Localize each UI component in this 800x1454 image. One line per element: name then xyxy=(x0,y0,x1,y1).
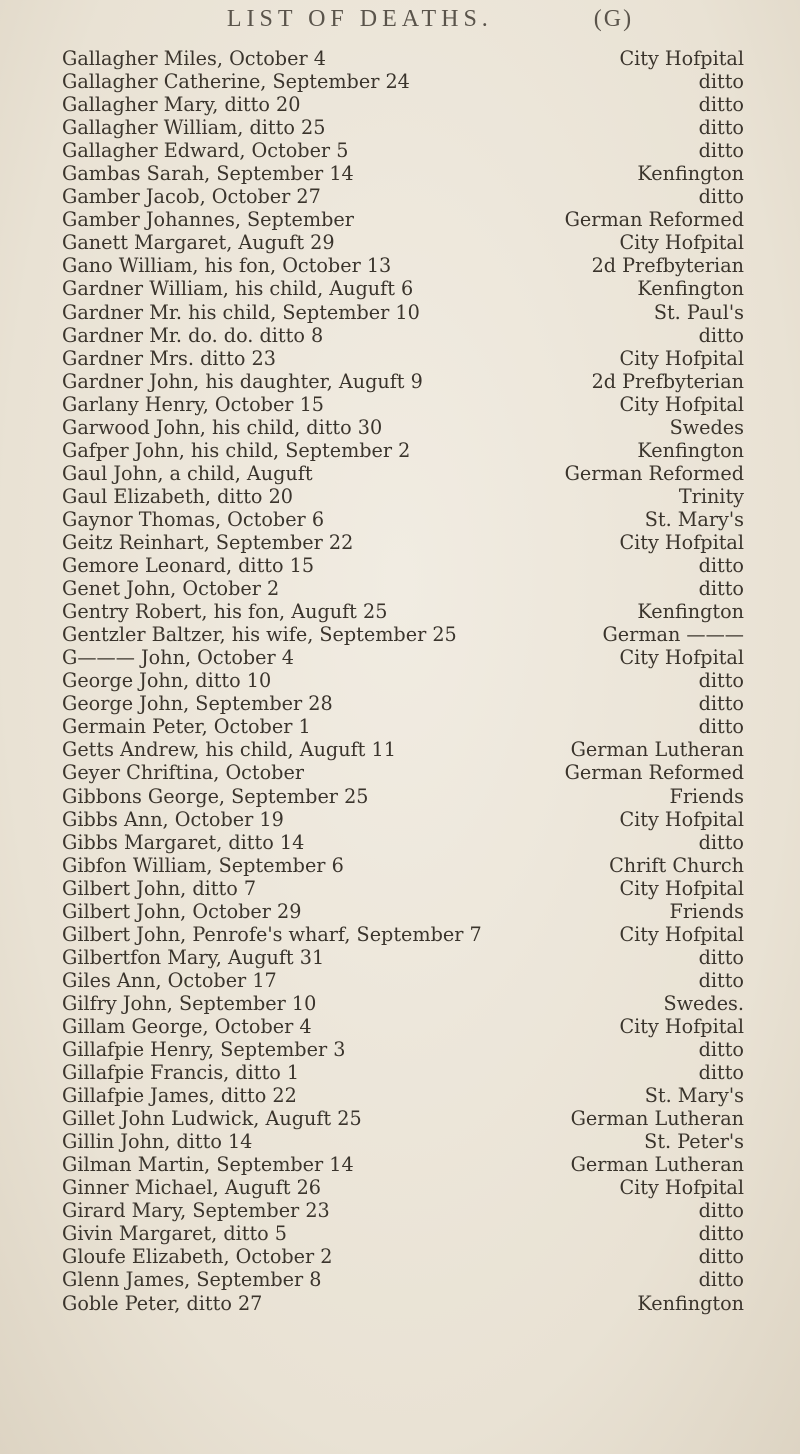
list-item xyxy=(0,1268,800,1291)
list-item xyxy=(0,831,800,854)
list-item xyxy=(0,1176,800,1199)
entry-name: Givin Margaret, ditto 5 xyxy=(62,1222,288,1246)
list-item xyxy=(0,301,800,324)
entry-name: Gillafpie Henry, September 3 xyxy=(62,1038,346,1062)
list-item xyxy=(0,900,800,923)
list-item xyxy=(0,577,800,600)
list-item xyxy=(0,992,800,1015)
list-item xyxy=(0,761,800,784)
entry-name: Germain Peter, October 1 xyxy=(62,715,311,739)
entry-burial-place: ditto xyxy=(698,715,744,739)
entry-name: Gillam George, October 4 xyxy=(62,1014,312,1038)
entry-name: G——— John, October 4 xyxy=(62,646,295,670)
entry-burial-place: City Hofpital xyxy=(619,876,744,900)
entry-burial-place: City Hofpital xyxy=(619,807,744,831)
entry-name: Gibbs Ann, October 19 xyxy=(62,807,284,831)
list-item xyxy=(0,185,800,208)
entry-name: Gilbert John, ditto 7 xyxy=(62,876,257,900)
entry-burial-place: ditto xyxy=(698,577,744,601)
list-item xyxy=(0,277,800,300)
list-item xyxy=(0,416,800,439)
entry-name: Gloufe Elizabeth, October 2 xyxy=(62,1245,333,1269)
entry-name: Gallagher Miles, October 4 xyxy=(62,47,326,70)
entry-burial-place: ditto xyxy=(698,1199,744,1223)
list-item xyxy=(0,1061,800,1084)
entry-burial-place: ditto xyxy=(698,1038,744,1062)
section-letter: (G) xyxy=(593,6,634,32)
entry-name: Gamber Jacob, October 27 xyxy=(62,185,321,209)
entry-name: Ganett Margaret, Auguft 29 xyxy=(62,231,335,255)
entry-burial-place: City Hofpital xyxy=(619,231,744,255)
entry-burial-place: 2d Prefbyterian xyxy=(591,369,744,393)
page-title: LIST OF DEATHS. xyxy=(226,6,493,32)
list-item xyxy=(0,623,800,646)
list-item xyxy=(0,692,800,715)
entry-burial-place: ditto xyxy=(698,669,744,693)
entry-name: Gilbertfon Mary, Auguft 31 xyxy=(62,945,325,969)
entry-burial-place: ditto xyxy=(698,93,744,117)
list-item xyxy=(0,1222,800,1245)
entry-burial-place: Friends xyxy=(669,899,744,923)
list-item xyxy=(0,1199,800,1222)
list-item xyxy=(0,715,800,738)
entry-burial-place: City Hofpital xyxy=(619,646,744,670)
entry-name: Geitz Reinhart, September 22 xyxy=(62,530,354,554)
list-item xyxy=(0,554,800,577)
entry-name: Getts Andrew, his child, Auguft 11 xyxy=(62,738,396,762)
list-item xyxy=(0,808,800,831)
entry-name: Goble Peter, ditto 27 xyxy=(62,1291,263,1315)
list-item xyxy=(0,1130,800,1153)
entry-burial-place: Friends xyxy=(669,784,744,808)
list-item xyxy=(0,969,800,992)
entry-burial-place: ditto xyxy=(698,1061,744,1085)
entry-name: Garlany Henry, October 15 xyxy=(62,392,324,416)
list-item xyxy=(0,1084,800,1107)
entry-name: Gibbs Margaret, ditto 14 xyxy=(62,830,305,854)
entry-burial-place: St. Paul's xyxy=(653,300,744,324)
list-item xyxy=(0,785,800,808)
entry-name: Geyer Chriftina, October xyxy=(62,761,304,785)
entry-name: Gallagher Edward, October 5 xyxy=(62,139,349,163)
entry-name: Gafper John, his child, September 2 xyxy=(62,438,411,462)
entry-burial-place: 2d Prefbyterian xyxy=(591,254,744,278)
list-item xyxy=(0,70,800,93)
entry-name: Gardner William, his child, Auguft 6 xyxy=(62,277,414,301)
entry-burial-place: City Hofpital xyxy=(619,922,744,946)
list-item xyxy=(0,439,800,462)
entry-name: Gallagher Mary, ditto 20 xyxy=(62,93,301,117)
list-item xyxy=(0,1107,800,1130)
entry-burial-place: City Hofpital xyxy=(619,1176,744,1200)
list-item xyxy=(0,946,800,969)
entry-name: Gamber Johannes, September xyxy=(62,208,354,232)
list-item xyxy=(0,162,800,185)
entry-name: Gillafpie James, ditto 22 xyxy=(62,1084,297,1108)
entry-burial-place: ditto xyxy=(698,968,744,992)
entry-burial-place: ditto xyxy=(698,554,744,578)
entry-burial-place: Chrift Church xyxy=(609,853,744,877)
entry-burial-place: German Reformed xyxy=(564,461,744,485)
entry-name: Gentry Robert, his fon, Auguft 25 xyxy=(62,600,388,624)
entry-name: Gardner John, his daughter, Auguft 9 xyxy=(62,369,423,393)
list-item xyxy=(0,600,800,623)
list-item xyxy=(0,508,800,531)
entry-burial-place: German ——— xyxy=(602,623,744,647)
entry-burial-place: German Lutheran xyxy=(570,1153,744,1177)
list-item xyxy=(0,485,800,508)
entry-burial-place: German Lutheran xyxy=(570,738,744,762)
list-item xyxy=(0,854,800,877)
entry-burial-place: Swedes xyxy=(669,415,744,439)
list-item xyxy=(0,1015,800,1038)
list-item xyxy=(0,370,800,393)
entry-name: Gardner Mr. his child, September 10 xyxy=(62,300,420,324)
list-item xyxy=(0,1038,800,1061)
entry-name: Gibbons George, September 25 xyxy=(62,784,369,808)
entry-burial-place: ditto xyxy=(698,692,744,716)
list-item xyxy=(0,139,800,162)
death-list xyxy=(0,47,800,1315)
entry-name: Gilbert John, October 29 xyxy=(62,899,302,923)
entry-name: Gilman Martin, September 14 xyxy=(62,1153,354,1177)
list-item xyxy=(0,93,800,116)
entry-burial-place: Swedes. xyxy=(663,991,744,1015)
list-item xyxy=(0,254,800,277)
list-item xyxy=(0,646,800,669)
entry-name: Genet John, October 2 xyxy=(62,577,280,601)
list-item xyxy=(0,531,800,554)
list-item xyxy=(0,116,800,139)
entry-name: Gardner Mr. do. do. ditto 8 xyxy=(62,323,324,347)
entry-name: Girard Mary, September 23 xyxy=(62,1199,330,1223)
entry-name: Gillin John, ditto 14 xyxy=(62,1130,253,1154)
entry-name: Gillet John Ludwick, Auguft 25 xyxy=(62,1107,362,1131)
list-item xyxy=(0,738,800,761)
list-item xyxy=(0,1153,800,1176)
entry-burial-place: ditto xyxy=(698,1222,744,1246)
entry-burial-place: Kenfington xyxy=(637,438,744,462)
list-item xyxy=(0,47,800,70)
entry-name: Gano William, his fon, October 13 xyxy=(62,254,392,278)
entry-burial-place: Kenfington xyxy=(637,162,744,186)
entry-name: Gardner Mrs. ditto 23 xyxy=(62,346,276,370)
entry-name: George John, September 28 xyxy=(62,692,333,716)
entry-name: Gilfry John, September 10 xyxy=(62,991,317,1015)
entry-name: George John, ditto 10 xyxy=(62,669,272,693)
page-header xyxy=(0,6,800,33)
entry-name: Gillafpie Francis, ditto 1 xyxy=(62,1061,300,1085)
entry-burial-place: City Hofpital xyxy=(619,530,744,554)
entry-name: Gaul Elizabeth, ditto 20 xyxy=(62,484,293,508)
entry-burial-place: German Lutheran xyxy=(570,1107,744,1131)
entry-burial-place: City Hofpital xyxy=(619,392,744,416)
entry-burial-place: German Reformed xyxy=(564,761,744,785)
list-item xyxy=(0,231,800,254)
entry-name: Gallagher William, ditto 25 xyxy=(62,116,326,140)
entry-name: Gambas Sarah, September 14 xyxy=(62,162,354,186)
list-item xyxy=(0,1292,800,1315)
list-item xyxy=(0,669,800,692)
entry-burial-place: ditto xyxy=(698,70,744,94)
entry-burial-place: ditto xyxy=(698,139,744,163)
list-item xyxy=(0,393,800,416)
entry-name: Gallagher Catherine, September 24 xyxy=(62,70,410,94)
list-item xyxy=(0,347,800,370)
entry-name: Gilbert John, Penrofe's wharf, September 7 xyxy=(62,922,482,946)
entry-burial-place: ditto xyxy=(698,116,744,140)
entry-burial-place: St. Mary's xyxy=(644,1084,744,1108)
entry-burial-place: ditto xyxy=(698,945,744,969)
entry-burial-place: St. Mary's xyxy=(644,507,744,531)
entry-name: Gibfon William, September 6 xyxy=(62,853,344,877)
list-item xyxy=(0,324,800,347)
entry-burial-place: City Hofpital xyxy=(619,346,744,370)
list-item xyxy=(0,1245,800,1268)
list-item xyxy=(0,923,800,946)
entry-name: Glenn James, September 8 xyxy=(62,1268,322,1292)
entry-burial-place: City Hofpital xyxy=(619,1014,744,1038)
entry-burial-place: Kenfington xyxy=(637,277,744,301)
entry-burial-place: ditto xyxy=(698,185,744,209)
entry-burial-place: Kenfington xyxy=(637,1291,744,1315)
entry-burial-place: ditto xyxy=(698,1268,744,1292)
entry-name: Ginner Michael, Auguft 26 xyxy=(62,1176,322,1200)
entry-name: Giles Ann, October 17 xyxy=(62,968,277,992)
entry-name: Gaynor Thomas, October 6 xyxy=(62,507,325,531)
entry-burial-place: ditto xyxy=(698,830,744,854)
list-item xyxy=(0,462,800,485)
entry-burial-place: ditto xyxy=(698,1245,744,1269)
list-item xyxy=(0,877,800,900)
entry-name: Garwood John, his child, ditto 30 xyxy=(62,415,383,439)
entry-burial-place: Trinity xyxy=(678,484,744,508)
entry-burial-place: St. Peter's xyxy=(644,1130,744,1154)
entry-name: Gemore Leonard, ditto 15 xyxy=(62,554,315,578)
list-item xyxy=(0,208,800,231)
entry-name: Gaul John, a child, Auguft xyxy=(62,461,313,485)
entry-burial-place: Kenfington xyxy=(637,600,744,624)
entry-burial-place: ditto xyxy=(698,323,744,347)
entry-name: Gentzler Baltzer, his wife, September 25 xyxy=(62,623,457,647)
entry-burial-place: City Hofpital xyxy=(619,47,744,70)
entry-burial-place: German Reformed xyxy=(564,208,744,232)
